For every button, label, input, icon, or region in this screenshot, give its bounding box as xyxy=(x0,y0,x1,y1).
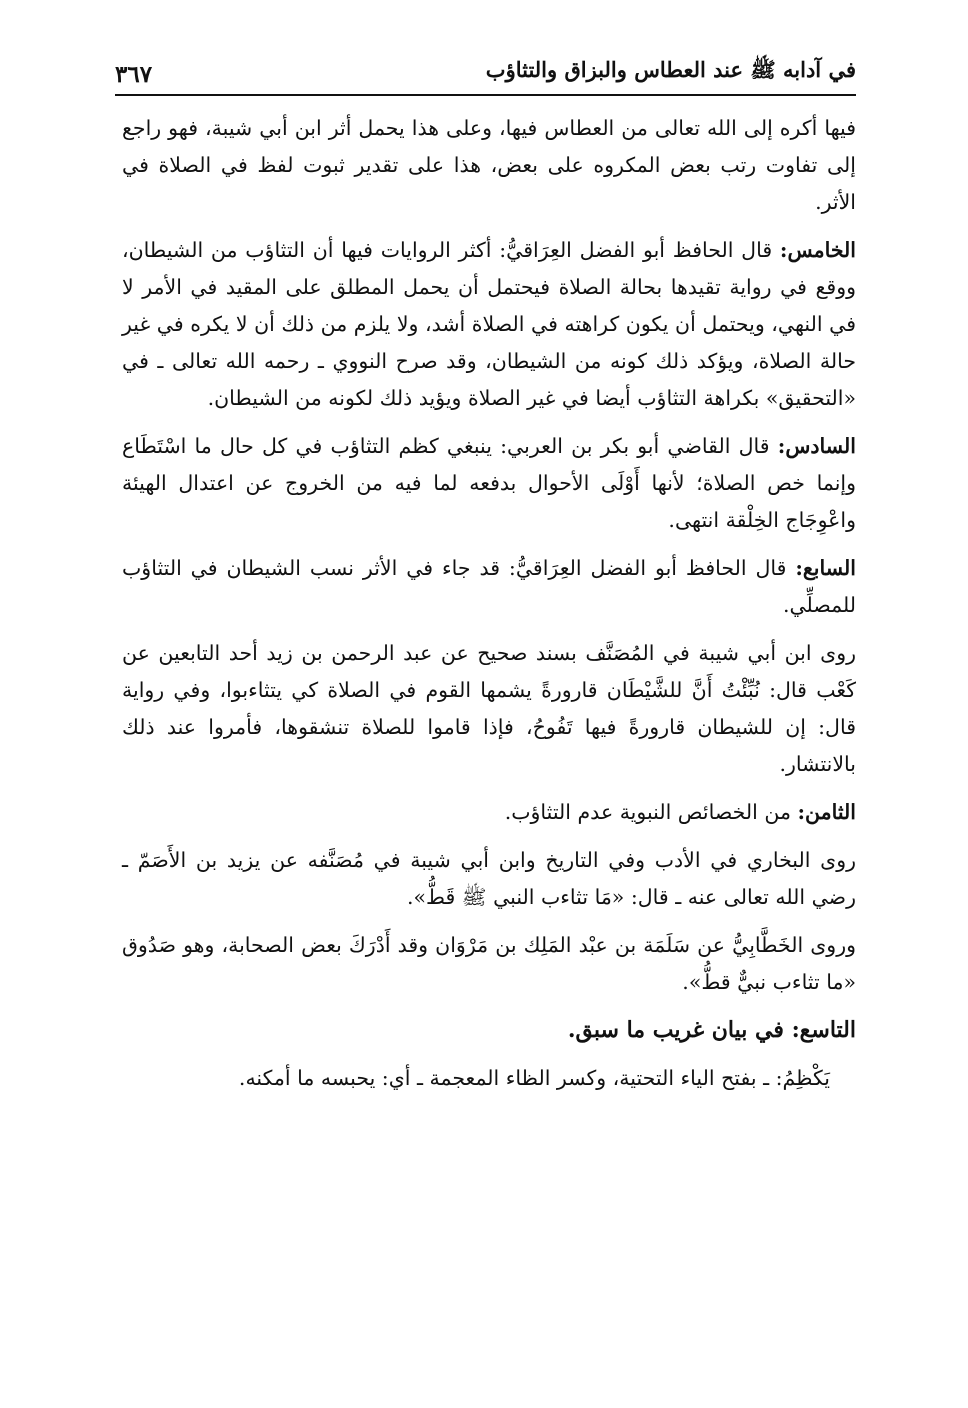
paragraph-text: قال الحافظ أبو الفضل العِرَاقيُّ: قد جاء في الأثر نسب الشيطان في التثاؤب للمصلِّي. xyxy=(122,556,856,617)
paragraph-lead: السادس: xyxy=(777,434,856,458)
paragraph-lead: الخامس: xyxy=(779,238,856,262)
paragraph-text: روى البخاري في الأدب وفي التاريخ وابن أبي شيبة في مُصَنَّفه عن يزيد بن الأَصَمّ ـ رضي الله تعالى عنه ـ قال: «مَا تثاءب النبي ﷺ قَطُّ». xyxy=(122,848,856,909)
paragraph-text: وروى الخَطَّابِيُّ عن سَلَمَة بن عبْد المَلِك بن مَرْوَان وقد أَدْرَكَ بعض الصحابة، وهو صَدُوق «ما تثاءب نبيٌّ قطُّ». xyxy=(122,933,856,994)
page-number: ٣٦٧ xyxy=(115,61,153,88)
paragraph-lead: الثامن: xyxy=(797,800,856,824)
paragraph-text: قال القاضي أبو بكر بن العربي: ينبغي كظم التثاؤب في كل حال ما اسْتَطَاع وإنما خص الصلاة؛ لأنها أَوْلَى الأحوال بدفعه لما فيه من الخروج عن اعتدال الهيئة واعْوِجَاج الخِلْقة انتهى. xyxy=(122,434,856,532)
paragraph-ninth xyxy=(122,1012,856,1049)
paragraph-narration-bukhari xyxy=(122,842,856,916)
section-heading: التاسع: في بيان غريب ما سبق. xyxy=(567,1017,856,1043)
page-body xyxy=(122,110,856,1108)
paragraph-gloss xyxy=(122,1060,856,1097)
running-header xyxy=(115,52,856,96)
paragraph-text: يَكْظِمُ: ـ بفتح الياء التحتية، وكسر الظاء المعجمة ـ أي: يحبسه ما أمكنه. xyxy=(238,1066,830,1090)
paragraph-sixth xyxy=(122,428,856,539)
running-title: في آدابه ﷺ عند العطاس والبزاق والتثاؤب xyxy=(485,57,856,82)
paragraph-text: من الخصائص النبوية عدم التثاؤب. xyxy=(504,800,791,824)
paragraph-narration-kaab xyxy=(122,635,856,783)
paragraph-fifth xyxy=(122,232,856,417)
paragraph-text: قال الحافظ أبو الفضل العِرَاقيُّ: أكثر الروايات فيها أن التثاؤب من الشيطان، ووقع في رواية تقيدها بحالة الصلاة فيحتمل أن يحمل المطلق على المقيد في الأمر لا في النهي، ويحتمل أن يكون كراهته في الصلاة أشد، ولا يلزم من ذلك أن لا يكره في غير حالة الصلاة، ويؤكد ذلك كونه من الشيطان، وقد صرح النووي ـ رحمه الله تعالى ـ في «التحقيق» بكراهة التثاؤب أيضا في غير الصلاة ويؤيد ذلك لكونه من الشيطان. xyxy=(122,238,856,410)
paragraph-continuation xyxy=(122,110,856,221)
paragraph-lead: السابع: xyxy=(795,556,856,580)
paragraph-text: روى ابن أبي شيبة في المُصَنَّف بسند صحيح عن عبد الرحمن بن زيد أحد التابعين عن كَعْب قال: نُبِّئْتُ أَنَّ للشَّيْطَان قارورةً يشمها القوم في الصلاة كي يتثاءبوا، وفي رواية قال: إن للشيطان قارورةً فيها تَفُوحُ، فإذا قاموا للصلاة تنشقوها، فأمروا عند ذلك بالانتشار. xyxy=(122,641,856,776)
paragraph-text: فيها أكره إلى الله تعالى من العطاس فيها، وعلى هذا يحمل أثر ابن أبي شيبة، فهو راجع إلى تفاوت رتب بعض المكروه على بعض، هذا على تقدير ثبوت لفظ في الصلاة في الأثر. xyxy=(122,116,856,214)
paragraph-narration-khattabi xyxy=(122,927,856,1001)
paragraph-seventh xyxy=(122,550,856,624)
paragraph-eighth xyxy=(122,794,856,831)
